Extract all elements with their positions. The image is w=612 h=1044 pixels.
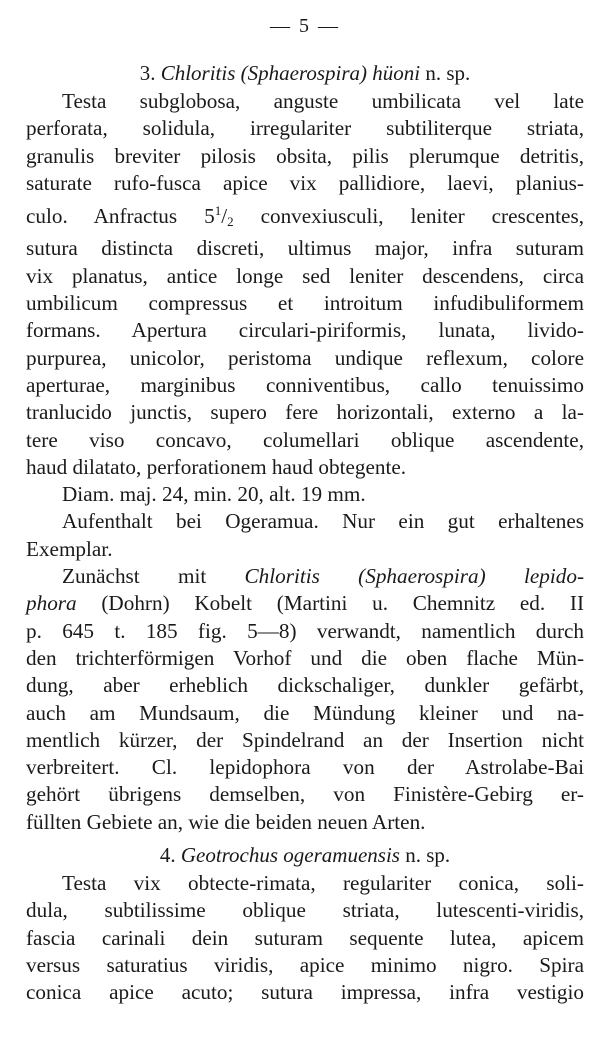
text-line: auch am Mundsaum, die Mündung kleiner und na- <box>26 700 584 725</box>
species-4-description <box>26 870 584 1006</box>
text-line: fascia carinali dein suturam sequente lutea, apicem <box>26 925 584 950</box>
text-fragment: culo. Anfractus <box>26 204 178 229</box>
text-line: Testa subglobosa, anguste umbilicata vel late <box>62 89 584 113</box>
text-line: Exemplar. <box>26 536 113 561</box>
text-line: tere viso concavo, columellari oblique ascendente, <box>26 427 584 452</box>
text-line: sutura distincta discreti, ultimus major, infra suturam <box>26 236 584 261</box>
species-4-suffix: n. sp. <box>405 843 451 868</box>
text-line: füllten Gebiete an, wie die beiden neuen Arten. <box>26 809 426 834</box>
species-3-epithet: hüoni <box>372 61 421 85</box>
text-line <box>26 197 584 235</box>
text-line: versus saturatius viridis, apice minimo nigro. Spira <box>26 952 584 977</box>
whorl-fraction-num: 1 <box>214 203 222 219</box>
species-4-heading <box>26 842 584 868</box>
page-number: — 5 — <box>270 15 340 37</box>
text-line: dula, subtilissime oblique striata, lutescenti-viridis, <box>26 898 584 923</box>
text-line: verbreitert. Cl. lepidophora von der Astrolabe-Bai <box>26 755 584 780</box>
whorl-fraction-den: 2 <box>227 214 234 230</box>
species-4-epithet: ogeramuensis <box>283 843 400 868</box>
text-line: phora (Dohrn) Kobelt (Martini u. Chemnitz ed. II <box>26 591 585 616</box>
whorl-count: $5^1/_2$ <box>204 203 234 230</box>
species-3-remark <box>26 563 584 836</box>
text-line: Testa vix obtecte-rimata, regulariter conica, soli- <box>62 871 584 896</box>
species-3-habitat <box>26 508 584 563</box>
text-line: p. 645 t. 185 fig. 5—8) verwandt, namentlich durch <box>26 618 584 643</box>
species-3-genus: Chloritis <box>160 61 236 85</box>
species-3-description <box>26 88 584 481</box>
text-line: saturate rufo-fusca apice vix pallidiore, laevi, planius- <box>26 170 584 195</box>
text-line: umbilicum compressus et introitum infudibuliformem <box>26 291 584 316</box>
text-line: aperturae, marginibus conniventibus, callo tenuissimo <box>26 372 584 397</box>
text-line: mentlich kürzer, der Spindelrand an der Insertion nicht <box>26 727 584 752</box>
text-line: perforata, solidula, irregulariter subtiliterque striata, <box>26 116 584 141</box>
text-line: granulis breviter pilosis obsita, pilis plerumque detritis, <box>26 143 584 168</box>
species-4-number: 4. <box>159 843 176 868</box>
text-line: dung, aber erheblich dickschaliger, dunkler gefärbt, <box>26 673 584 698</box>
text-line: Zunächst mit Chloritis (Sphaerospira) lepido- <box>62 564 584 589</box>
text-line: Aufenthalt bei Ogeramua. Nur ein gut erhaltenes <box>62 509 584 534</box>
text-line: purpurea, unicolor, peristoma undique reflexum, colore <box>26 345 584 370</box>
text-line: vix planatus, antice longe sed leniter descendens, circa <box>26 263 584 288</box>
text-fragment: convexiusculi, leniter crescentes, <box>260 204 584 229</box>
text-line: haud dilatato, perforationem haud obtegente. <box>26 454 407 479</box>
species-3-suffix: n. sp. <box>425 61 471 85</box>
text-line: tranlucido junctis, supero fere horizontali, externo a la- <box>26 400 584 425</box>
text-line: formans. Apertura circulari-piriformis, lunata, livido- <box>26 318 584 343</box>
species-4-genus: Geotrochus <box>180 843 279 868</box>
text-line: conica apice acuto; sutura impressa, infra vestigio <box>26 980 584 1005</box>
species-3-measurements: Diam. maj. 24, min. 20, alt. 19 mm. <box>62 482 366 507</box>
text-line: den trichterförmigen Vorhof und die oben flache Mün- <box>26 645 584 670</box>
species-3-subgenus: (Sphaerospira) <box>240 61 368 85</box>
species-3-heading <box>26 60 584 86</box>
species-3-number: 3. <box>139 61 156 85</box>
text-line: gehört übrigens demselben, von Finistère-Gebirg er- <box>26 782 584 807</box>
